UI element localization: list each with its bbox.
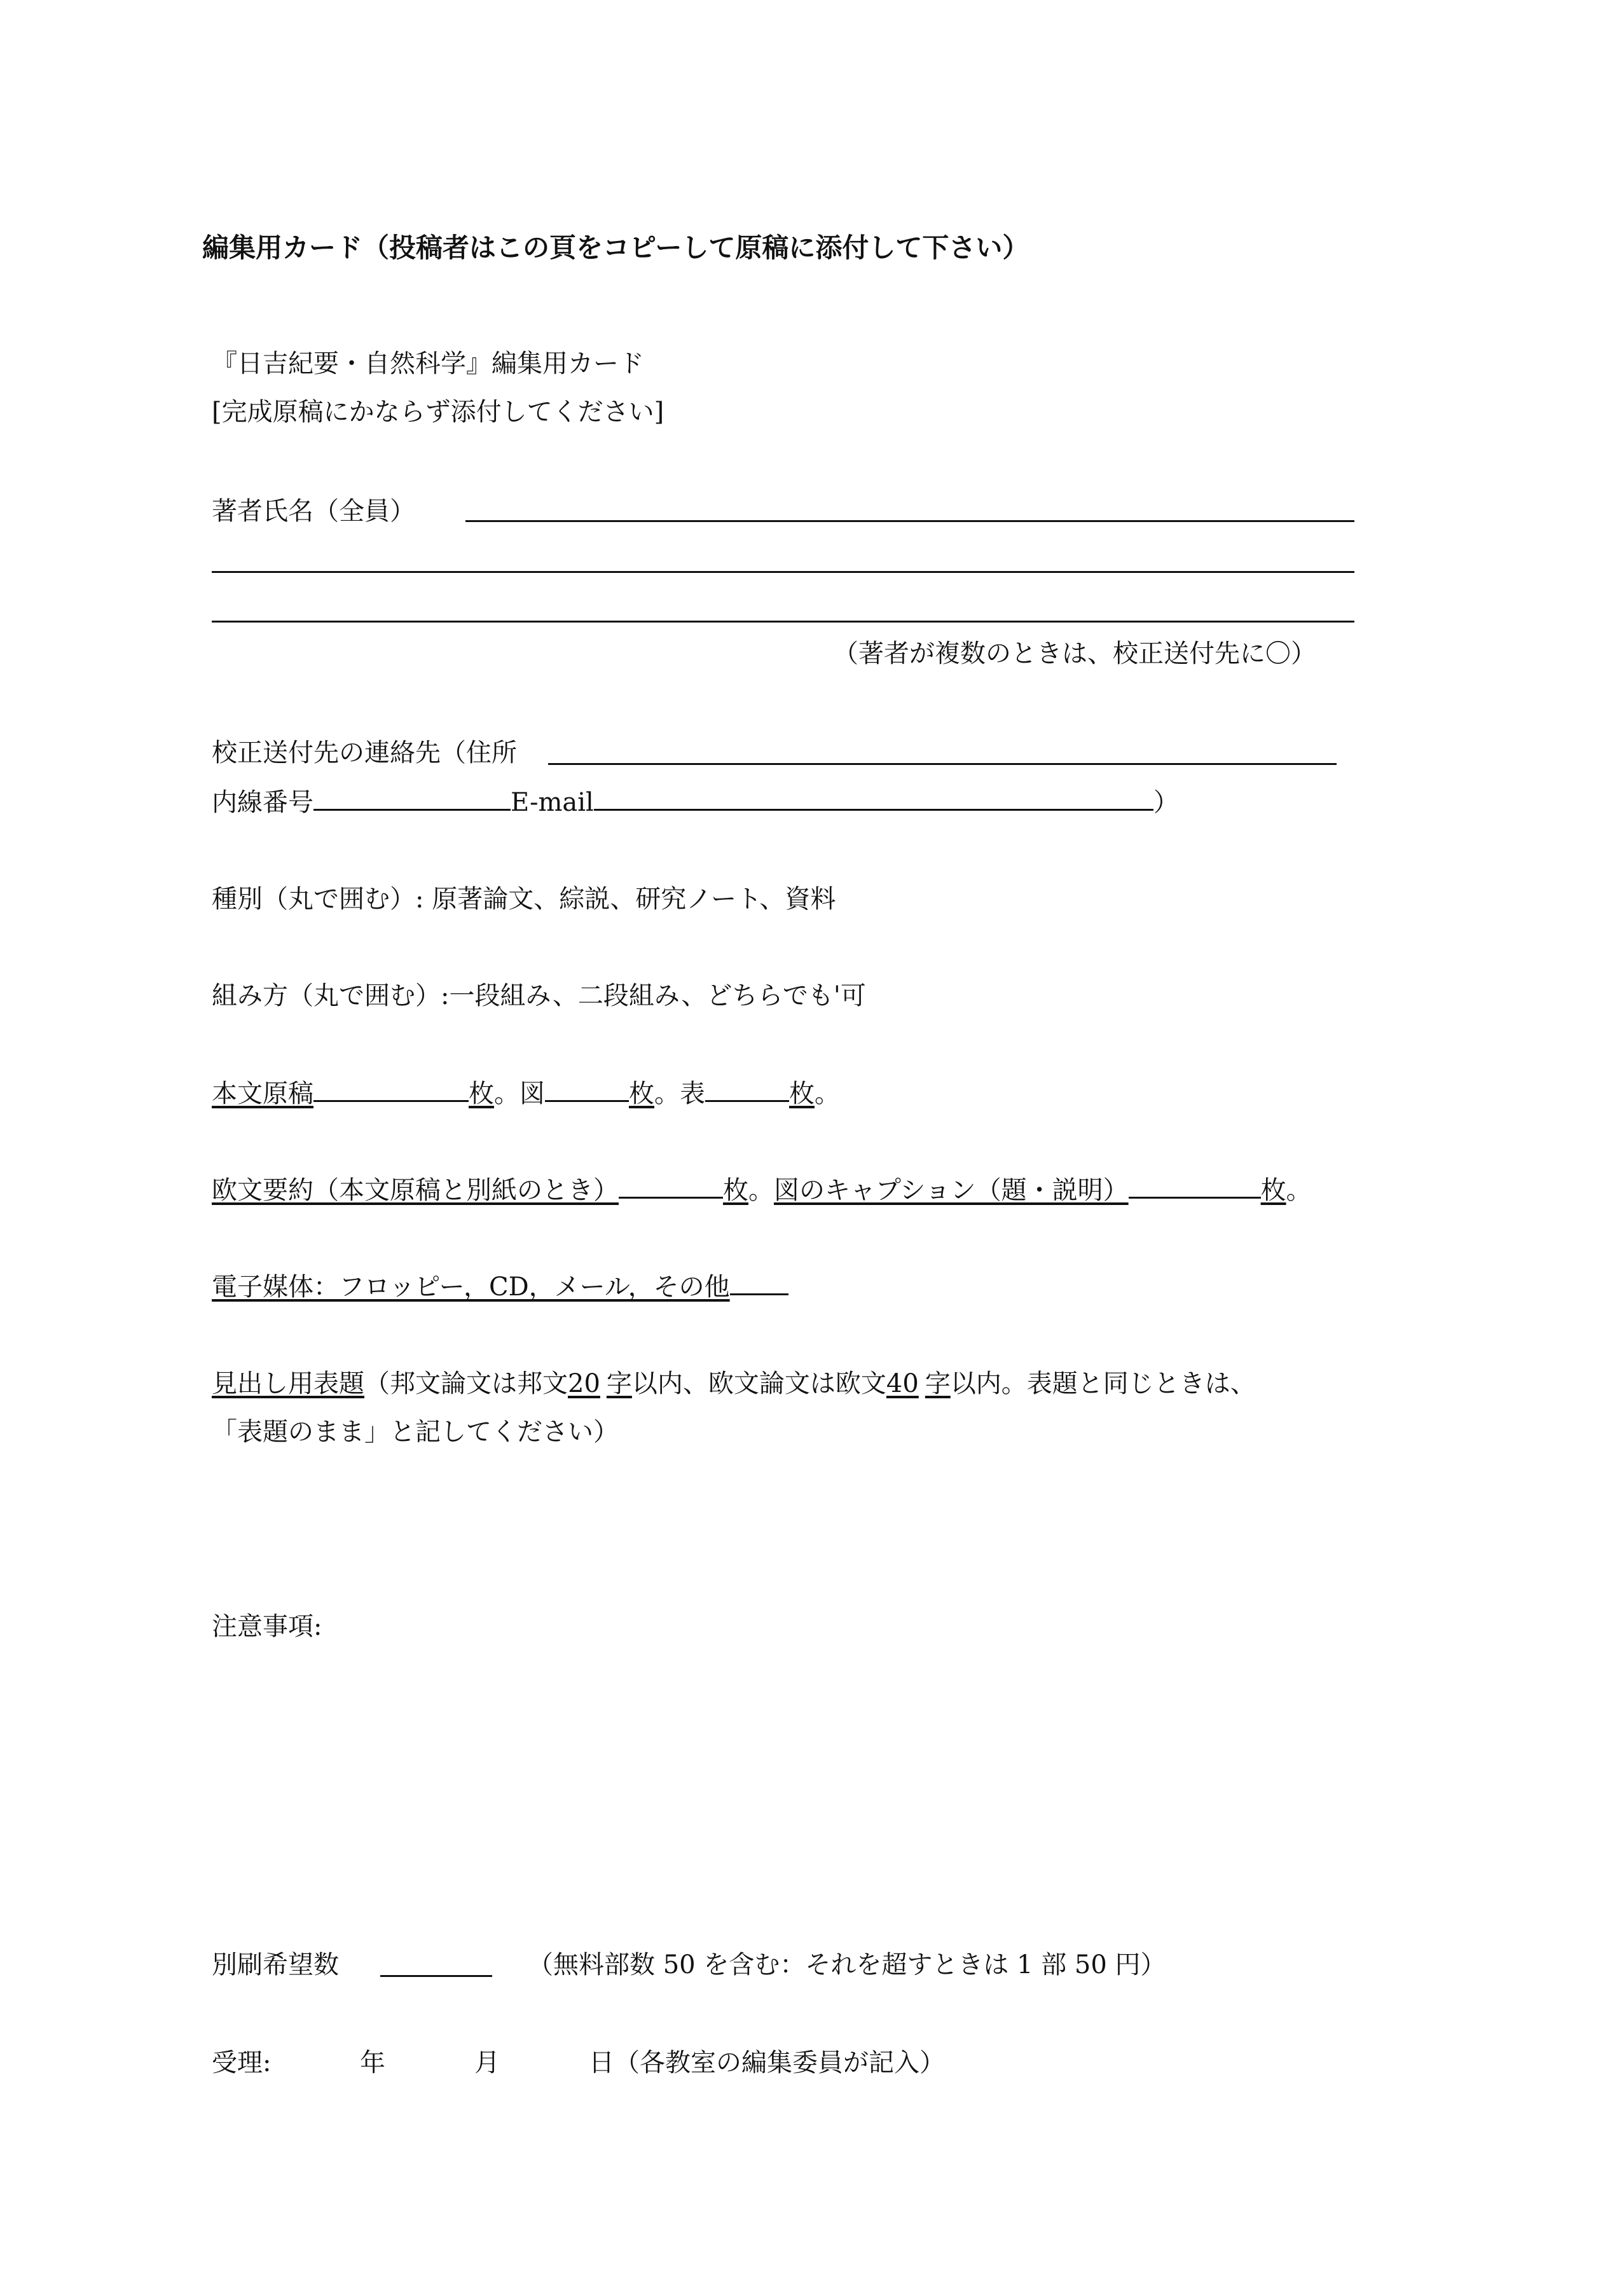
address-line[interactable] [548,763,1337,765]
figure-pages-unit: 枚 [629,1079,654,1108]
page-title: 編集用カード（投稿者はこの頁をコピーして原稿に添付して下さい） [202,232,1029,263]
authors-line-2[interactable] [212,571,1354,573]
body-pages-unit: 枚 [469,1079,494,1108]
period: 。 [494,1079,520,1108]
abstract-pages-unit: 枚 [723,1176,748,1205]
running-title-rule-2: 以内、欧文論文は欧文 [631,1369,886,1398]
running-title-ji-1: 字 [606,1369,632,1398]
authors-line-1[interactable] [465,520,1354,522]
media-text: 電子媒体：フロッピー，CD，メール，その他 [212,1272,730,1302]
email-field[interactable] [594,783,1153,811]
received-month: 月 [474,2048,500,2077]
received-year: 年 [360,2048,385,2077]
extension-label: 内線番号 [212,788,313,817]
notes-label: 注意事項: [212,1612,322,1641]
abstract-pages-field[interactable] [619,1171,723,1199]
received-label: 受理: [212,2048,272,2077]
running-title-rule-3: 以内。表題と同じときは、 [950,1369,1256,1398]
caption-label: 図のキャプション（題・説明） [774,1176,1129,1205]
category-row: 種別（丸で囲む）: 原著論文、綜説、研究ノート、資料 [212,885,836,914]
page-count-row [212,1075,840,1112]
media-row [212,1268,788,1305]
email-label: E-mail [511,788,594,817]
authors-label: 著者氏名（全員） [212,497,415,526]
table-pages-field[interactable] [705,1075,789,1102]
card-instruction: [完成原稿にかならず添付してください] [212,397,664,427]
received-day: 日（各教室の編集委員が記入） [589,2048,945,2077]
running-title-ji-2: 字 [925,1369,951,1398]
body-pages-field[interactable] [313,1075,469,1102]
running-title-40: 40 [886,1369,919,1398]
reprints-label: 別刷希望数 [212,1950,339,1980]
abstract-row [212,1171,1312,1208]
card-header: 『日吉紀要・自然科学』編集用カード [212,349,644,378]
table-label: 表 [680,1079,705,1108]
period: 。 [815,1079,840,1108]
authors-note: （著者が複数のときは、校正送付先に〇） [833,639,1316,668]
layout-row: 組み方（丸で囲む）:一段組み、二段組み、どちらでも'可 [212,981,866,1010]
contact-close-paren: ） [1153,788,1179,817]
caption-pages-field[interactable] [1129,1171,1261,1199]
caption-pages-unit: 枚 [1260,1176,1286,1205]
running-title-20: 20 [568,1369,600,1398]
table-pages-unit: 枚 [789,1079,815,1108]
period: 。 [654,1079,680,1108]
running-title-rule-1: （邦文論文は邦文 [364,1369,568,1398]
extension-field[interactable] [313,783,511,811]
media-other-field[interactable] [730,1268,788,1295]
period: 。 [1286,1176,1312,1205]
reprints-note: （無料部数 50 を含む：それを超すときは 1 部 50 円） [528,1950,1166,1980]
abstract-label: 欧文要約（本文原稿と別紙のとき） [212,1176,619,1205]
figure-pages-field[interactable] [545,1075,629,1102]
address-label: 校正送付先の連絡先（住所 [212,738,517,768]
running-title-label: 見出し用表題 [212,1369,364,1398]
reprints-field[interactable] [380,1975,492,1977]
body-pages-label: 本文原稿 [212,1079,313,1108]
period: 。 [748,1176,774,1205]
figure-label: 図 [520,1079,545,1108]
authors-line-3[interactable] [212,621,1354,623]
extension-row [212,783,1179,820]
running-title-line-2: 「表題のまま」と記してください） [212,1417,619,1447]
running-title-row [212,1366,1256,1401]
